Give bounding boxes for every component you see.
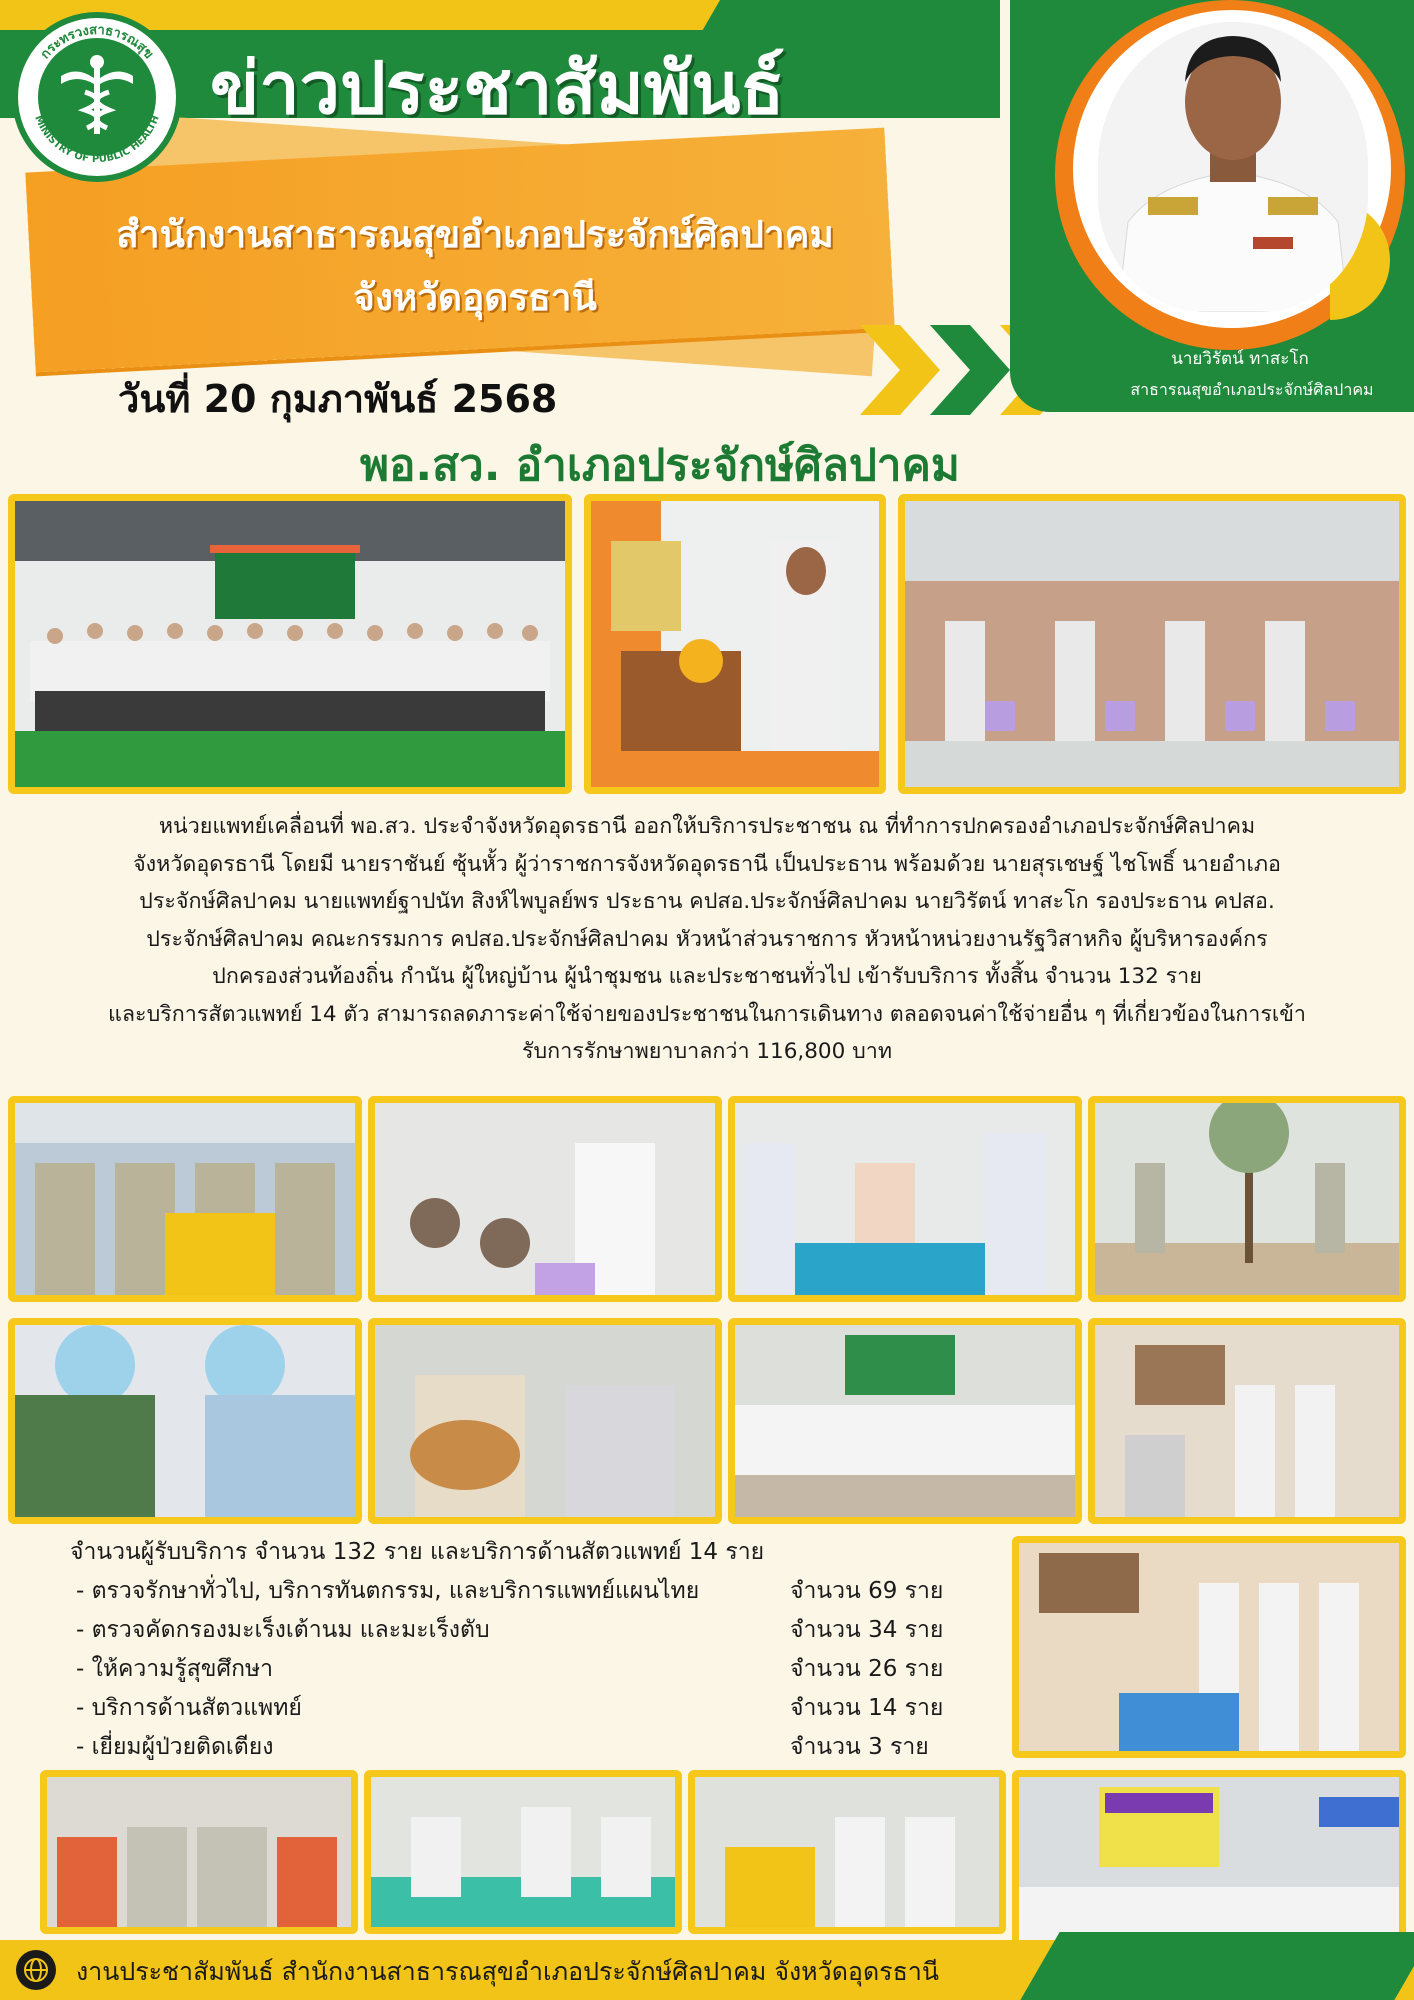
office-province: จังหวัดอุดรธานี [353,276,597,319]
paragraph-line: ประจักษ์ศิลปาคม คณะกรรมการ คปสอ.ประจักษ์ศิลปาคม หัวหน้าส่วนราชการ หัวหน้าหน่วยงานรัฐวิสาหกิจ ผู้บริหารองค์กร [146,926,1268,952]
news-paragraph [18,808,1396,1071]
photo-officials-seated [40,1770,358,1934]
office-name: สำนักงานสาธารณสุขอำเภอประจักษ์ศิลปาคม [116,213,834,256]
service-label: - เยี่ยมผู้ป่วยติดเตียง [76,1734,274,1760]
photo-health-education [728,1096,1082,1302]
photo-speech [8,1096,362,1302]
official-role: สาธารณสุขอำเภอประจักษ์ศิลปาคม [1130,380,1374,399]
service-count: จำนวน 3 ราย [790,1734,929,1760]
photo-distribution [368,1096,722,1302]
photo-gift-handover [1012,1536,1406,1758]
event-date: วันที่ 20 กุมภาพันธ์ 2568 [118,377,558,421]
service-count: จำนวน 26 ราย [790,1656,944,1682]
paragraph-line: รับการรักษาพยาบาลกว่า 116,800 บาท [521,1039,892,1064]
page-title: ข่าวประชาสัมพันธ์ [210,46,785,130]
official-portrait [1098,22,1368,312]
paragraph-line: และบริการสัตวแพทย์ 14 ตัว สามารถลดภาระค่าใช้จ่ายของประชาชนในการเดินทาง ตลอดจนค่าใช้จ่ายอื่น ๆ ที่เกี่ยวข้องในการเข้า [107,1001,1306,1027]
event-title: พอ.สว. อำเภอประจักษ์ศิลปาคม [360,440,960,491]
logo-text-en: MINISTRY OF PUBLIC HEALTH [32,113,162,166]
paragraph-line: หน่วยแพทย์เคลื่อนที่ พอ.สว. ประจำจังหวัดอุดรธานี ออกให้บริการประชาชน ณ ที่ทำการปกครองอำเภอประจักษ์ศิลปาคม [158,814,1256,839]
service-count: จำนวน 34 ราย [790,1617,944,1643]
service-row [70,1572,1010,1611]
photo-veterinary [368,1318,722,1524]
service-row [70,1689,1010,1728]
globe-icon [16,1950,56,1990]
paragraph-line: ประจักษ์ศิลปาคม นายแพทย์ฐาปนัท สิงห์ไพบูลย์พร ประธาน คปสอ.ประจักษ์ศิลปาคม นายวิรัตน์ ทาสะโก รองประธาน คปสอ. [139,889,1275,914]
footer-green-accent [1020,1932,1414,2000]
service-row [70,1611,1010,1650]
service-label: - ตรวจรักษาทั่วไป, บริการทันตกรรม, และบริการแพทย์แผนไทย [76,1578,700,1604]
photo-offering [584,494,886,794]
service-row [70,1650,1010,1689]
photo-home-visit [1088,1318,1406,1524]
service-summary [70,1533,1010,1767]
paragraph-line: ปกครองส่วนท้องถิ่น กำนัน ผู้ใหญ่บ้าน ผู้นำชุมชน และประชาชนทั่วไป เข้ารับบริการ ทั้งสิ้น จำนวน 132 ราย [212,964,1202,989]
photo-screening [688,1770,1006,1934]
photo-group-stage [728,1318,1082,1524]
service-row [70,1728,1010,1767]
service-count: จำนวน 14 ราย [790,1695,944,1721]
photo-audience [898,494,1406,794]
footer-credit: งานประชาสัมพันธ์ สำนักงานสาธารณสุขอำเภอประจักษ์ศิลปาคม จังหวัดอุดรธานี [76,1957,940,1986]
service-label: - ให้ความรู้สุขศึกษา [76,1656,274,1682]
photo-tree-planting [1088,1096,1406,1302]
photo-blood-pressure [364,1770,682,1934]
service-count: จำนวน 69 ราย [790,1578,944,1604]
official-name: นายวิรัตน์ ทาสะโก [1171,349,1309,369]
paragraph-line: จังหวัดอุดรธานี โดยมี นายราชันย์ ซุ้นหั้ว ผู้ว่าราชการจังหวัดอุดรธานี เป็นประธาน พร้อมด้วย นายสุรเชษฐ์ ไชโพธิ์ นายอำเภอ [133,851,1281,877]
service-heading: จำนวนผู้รับบริการ จำนวน 132 ราย และบริการด้านสัตวแพทย์ 14 ราย [70,1539,765,1565]
service-label: - บริการด้านสัตวแพทย์ [76,1695,302,1721]
photo-dental-care [8,1318,362,1524]
ministry-logo [12,12,182,182]
logo-text-th: กระทรวงสาธารณสุข [37,22,157,63]
photo-group-opening [8,494,572,794]
chevron-icon [860,325,940,415]
service-label: - ตรวจคัดกรองมะเร็งเต้านม และมะเร็งตับ [76,1617,490,1643]
chevron-icon [930,325,1010,415]
logo-ring-text [18,18,176,176]
